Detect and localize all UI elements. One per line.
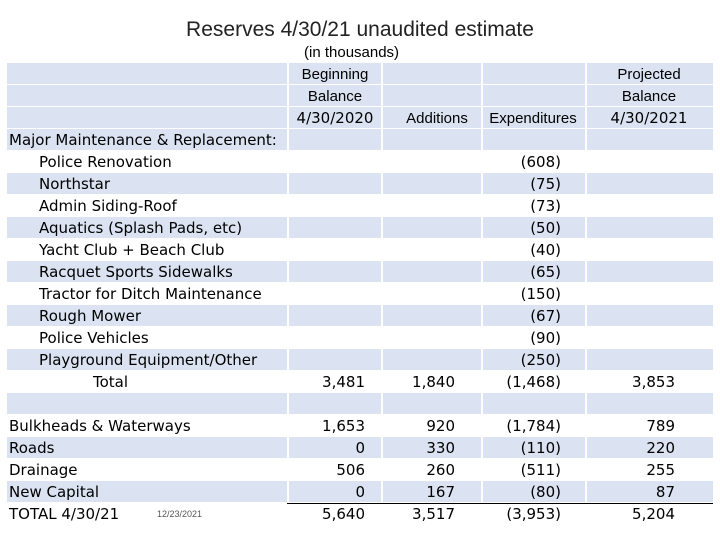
item-expenditure: (250) (520, 351, 561, 369)
item-expenditure: (67) (530, 307, 561, 325)
grand-total-beginning: 5,640 (322, 505, 365, 523)
row-label: Drainage (9, 461, 78, 479)
item-expenditure: (73) (530, 197, 561, 215)
row-projected: 789 (646, 417, 675, 435)
reserves-table (7, 63, 713, 527)
row-beginning: 0 (355, 439, 365, 457)
row-label: Roads (9, 439, 55, 457)
total-additions: 1,840 (412, 373, 455, 391)
header-projected-1: Projected (617, 66, 681, 83)
item-expenditure: (75) (530, 175, 561, 193)
row-expenditures: (511) (520, 461, 561, 479)
item-label: Police Vehicles (39, 329, 149, 347)
table-row (7, 173, 713, 194)
total-expenditures: (1,468) (506, 373, 561, 391)
row-beginning: 1,653 (322, 417, 365, 435)
item-label: Admin Siding-Roof (39, 197, 177, 215)
column-divider (287, 63, 289, 527)
item-label: Police Renovation (39, 153, 172, 171)
total-beginning: 3,481 (322, 373, 365, 391)
item-label: Playground Equipment/Other (39, 351, 258, 369)
item-label: Racquet Sports Sidewalks (39, 263, 233, 281)
row-expenditures: (110) (520, 439, 561, 457)
units-note: (in thousands) (304, 44, 400, 61)
item-expenditure: (40) (530, 241, 561, 259)
total-label: Total (93, 373, 129, 391)
item-label: Aquatics (Splash Pads, etc) (39, 219, 243, 237)
header-beginning-1: Beginning (301, 66, 369, 83)
header-projected-3: 4/30/2021 (610, 109, 688, 127)
row-beginning: 0 (355, 483, 365, 501)
item-expenditure: (50) (530, 219, 561, 237)
header-beginning-3: 4/30/2020 (296, 109, 374, 127)
item-expenditure: (65) (530, 263, 561, 281)
row-projected: 87 (655, 483, 675, 501)
item-expenditure: (150) (520, 285, 561, 303)
row-additions: 167 (426, 483, 455, 501)
item-expenditure: (608) (520, 153, 561, 171)
item-label: Tractor for Ditch Maintenance (39, 285, 262, 303)
header-projected-2: Balance (621, 88, 677, 105)
table-row (7, 393, 713, 414)
column-divider (585, 63, 587, 527)
row-label: New Capital (9, 483, 100, 501)
column-divider (381, 63, 383, 527)
row-additions: 330 (426, 439, 455, 457)
row-label: Bulkheads & Waterways (9, 417, 191, 435)
grand-total-label: TOTAL 4/30/21 (9, 505, 120, 523)
footer-date: 12/23/2021 (157, 509, 203, 519)
row-projected: 220 (646, 439, 675, 457)
column-divider (481, 63, 483, 527)
total-projected: 3,853 (632, 373, 675, 391)
row-projected: 255 (646, 461, 675, 479)
slide-title: Reserves 4/30/21 unaudited estimate (186, 18, 534, 41)
row-additions: 920 (426, 417, 455, 435)
section-label: Major Maintenance & Replacement: (9, 131, 277, 149)
grand-total-additions: 3,517 (412, 505, 455, 523)
row-beginning: 506 (336, 461, 365, 479)
item-label: Rough Mower (39, 307, 142, 325)
grand-total-expenditures: (3,953) (506, 505, 561, 523)
header-additions: Additions (406, 110, 468, 127)
row-additions: 260 (426, 461, 455, 479)
item-label: Yacht Club + Beach Club (39, 241, 225, 259)
row-expenditures: (1,784) (506, 417, 561, 435)
item-expenditure: (90) (530, 329, 561, 347)
item-label: Northstar (39, 175, 111, 193)
row-expenditures: (80) (530, 483, 561, 501)
grand-total-projected: 5,204 (632, 505, 675, 523)
header-beginning-2: Balance (307, 88, 363, 105)
header-expenditures: Expenditures (489, 110, 577, 127)
